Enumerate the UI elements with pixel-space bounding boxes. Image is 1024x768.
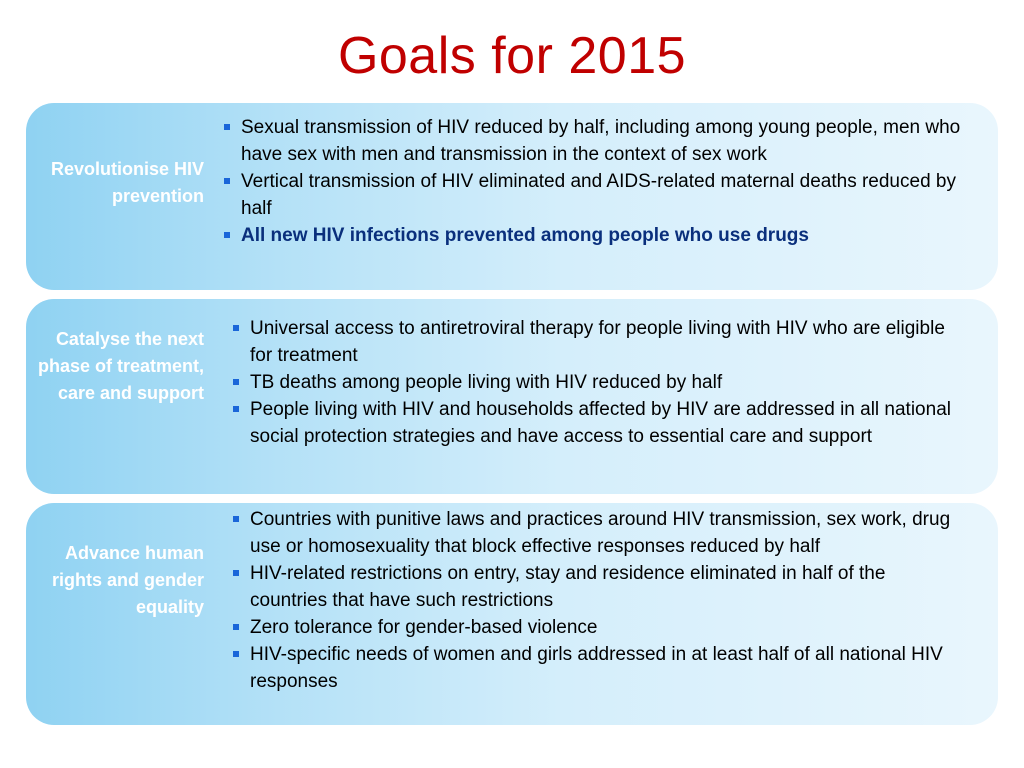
square-bullet-icon xyxy=(233,406,239,412)
panel-revolutionise-hiv-prevention xyxy=(26,103,998,290)
bullet-text: TB deaths among people living with HIV reduced by half xyxy=(250,372,723,393)
panel-heading: Revolutionise HIV prevention xyxy=(50,159,204,206)
square-bullet-icon xyxy=(233,379,239,385)
square-bullet-icon xyxy=(224,178,230,184)
square-bullet-icon xyxy=(224,124,230,130)
bullet-list xyxy=(222,114,962,249)
panel-catalyse-treatment xyxy=(26,299,998,494)
bullet-item xyxy=(222,168,962,222)
bullet-item xyxy=(231,506,966,560)
bullet-item xyxy=(231,396,966,450)
bullet-text: Universal access to antiretroviral therapy for people living with HIV who are eligible for treatment xyxy=(250,318,945,366)
bullet-item xyxy=(231,614,966,641)
square-bullet-icon xyxy=(224,232,230,238)
bullet-text: Zero tolerance for gender-based violence xyxy=(250,617,598,638)
bullet-item xyxy=(231,369,966,396)
bullet-item xyxy=(231,560,966,614)
bullet-text: All new HIV infections prevented among people who use drugs xyxy=(241,225,809,246)
bullet-text: People living with HIV and households affected by HIV are addressed in all national social protection strategies and have access to essential care and support xyxy=(250,399,951,447)
square-bullet-icon xyxy=(233,651,239,657)
bullet-text: Sexual transmission of HIV reduced by half, including among young people, men who have sex with men and transmission in the context of sex work xyxy=(241,117,961,165)
panel-human-rights-gender-equality xyxy=(26,503,998,725)
bullet-item xyxy=(231,315,966,369)
square-bullet-icon xyxy=(233,325,239,331)
square-bullet-icon xyxy=(233,624,239,630)
slide-title: Goals for 2015 xyxy=(337,27,687,85)
square-bullet-icon xyxy=(233,570,239,576)
bullet-item xyxy=(231,641,966,695)
bullet-text: HIV-related restrictions on entry, stay and residence eliminated in half of the countries that have such restrictions xyxy=(250,563,886,611)
panel-heading: Advance human rights and gender equality xyxy=(51,543,204,617)
square-bullet-icon xyxy=(233,516,239,522)
bullet-text: HIV-specific needs of women and girls addressed in at least half of all national HIV responses xyxy=(250,644,943,692)
bullet-item xyxy=(222,114,962,168)
bullet-list xyxy=(231,506,966,695)
bullet-text: Countries with punitive laws and practices around HIV transmission, sex work, drug use or homosexuality that block effective responses reduced by half xyxy=(250,509,951,557)
bullet-item-emphasized xyxy=(222,222,962,249)
panel-heading: Catalyse the next phase of treatment, care and support xyxy=(37,329,204,403)
bullet-text: Vertical transmission of HIV eliminated and AIDS-related maternal deaths reduced by half xyxy=(241,171,956,219)
bullet-list xyxy=(231,315,966,450)
